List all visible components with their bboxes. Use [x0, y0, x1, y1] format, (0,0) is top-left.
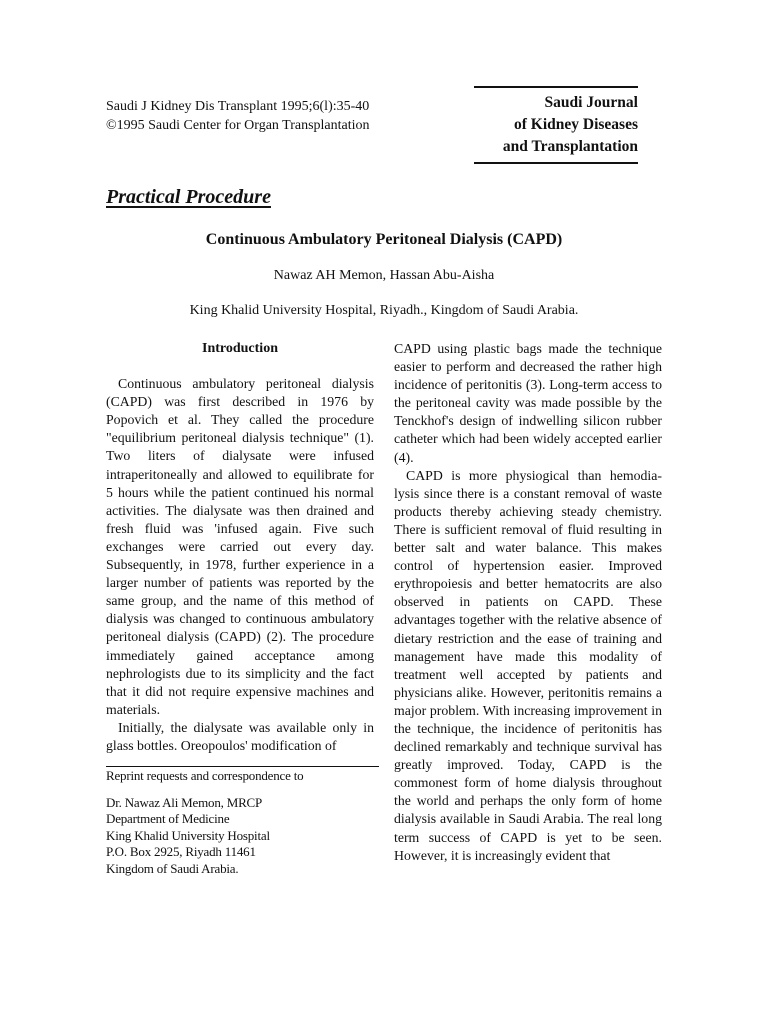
left-column — [106, 340, 374, 755]
address-line: P.O. Box 2925, Riyadh 11461 — [106, 844, 256, 859]
journal-name-box — [474, 86, 638, 164]
journal-name-line: Saudi Journal — [544, 94, 638, 111]
address-line: Department of Medicine — [106, 811, 230, 826]
copyright-line: ©1995 Saudi Center for Organ Transplantation — [106, 118, 370, 133]
right-column — [394, 340, 662, 865]
footnote-divider — [106, 766, 379, 767]
citation-line: Saudi J Kidney Dis Transplant 1995;6(l):35-40 — [106, 99, 370, 114]
body-paragraph: CAPD is more physiogical than hemodia-lysis since there is a constant removal of waste products thereby achieving steady chemistry. There is sufficient removal of fluid resulting in better salt and water balance. This makes control of hypertension easier. Improved erythropoiesis and better hematocrits are also observed in patients on CAPD. These advantages together with the relative absence of dietary restriction and the ease of training and management have made this modality of treatment well accepted by patients and physicians alike. However, peritonitis remains a major problem. With increasing improvement in the technique, the incidence of peritonitis has declined remarkably and technique survival has greatly improved. Today, CAPD is the commonest form of home dialysis throughout the world and perhaps the only form of home dialysis available in Saudi Arabia. The real long term success of CAPD is yet to be seen. However, it is increasingly evident that — [394, 467, 662, 863]
reprint-request-label: Reprint requests and correspondence to — [106, 768, 304, 783]
body-paragraph: CAPD using plastic bags made the technique easier to perform and decreased the rather high incidence of peritonitis (3). Long-term access to the peritoneal cavity was made possible by the Tenckhof's design of indwelling silicon rubber catheter which had been widely accepted earlier (4). — [394, 341, 662, 465]
correspondence-footnote — [106, 768, 379, 877]
introduction-heading: Introduction — [202, 341, 278, 356]
correspondence-address — [106, 795, 379, 878]
journal-citation — [106, 97, 436, 135]
body-paragraph: Continuous ambulatory peritoneal dialysis (CAPD) was first described in 1976 by Popovich et al. They called the procedure "equilibrium peritoneal dialysis technique" (1). Two liters of dialysate were infused intraperitoneally and allowed to equilibrate for 5 hours while the patient continued his normal activities. The dialysate was then drained and fresh fluid was 'infused again. Five such exchanges were carried out every day. Subsequently, in 1978, further experience in a larger number of patients was reported by the same group, and the name of this method of dialysis was changed to continuous ambulatory peritoneal dialysis (CAPD) (2). The procedure immediately gained acceptance among nephrologists due to its simplicity and the fact that it did not require expensive machines and materials. — [106, 376, 374, 717]
address-line: Dr. Nawaz Ali Memon, MRCP — [106, 794, 263, 810]
journal-name-line: of Kidney Diseases — [514, 116, 638, 133]
article-affiliation: King Khalid University Hospital, Riyadh., Kingdom of Saudi Arabia. — [189, 303, 579, 318]
journal-name-line: and Transplantation — [502, 138, 638, 155]
article-title: Continuous Ambulatory Peritoneal Dialysis (CAPD) — [205, 231, 563, 248]
address-line: Kingdom of Saudi Arabia. — [106, 860, 239, 876]
body-paragraph: Initially, the dialysate was available only in glass bottles. Oreopoulos' modification of — [106, 719, 374, 753]
address-line: King Khalid University Hospital — [106, 827, 270, 843]
article-authors: Nawaz AH Memon, Hassan Abu-Aisha — [273, 268, 495, 283]
section-label: Practical Procedure — [106, 186, 271, 208]
